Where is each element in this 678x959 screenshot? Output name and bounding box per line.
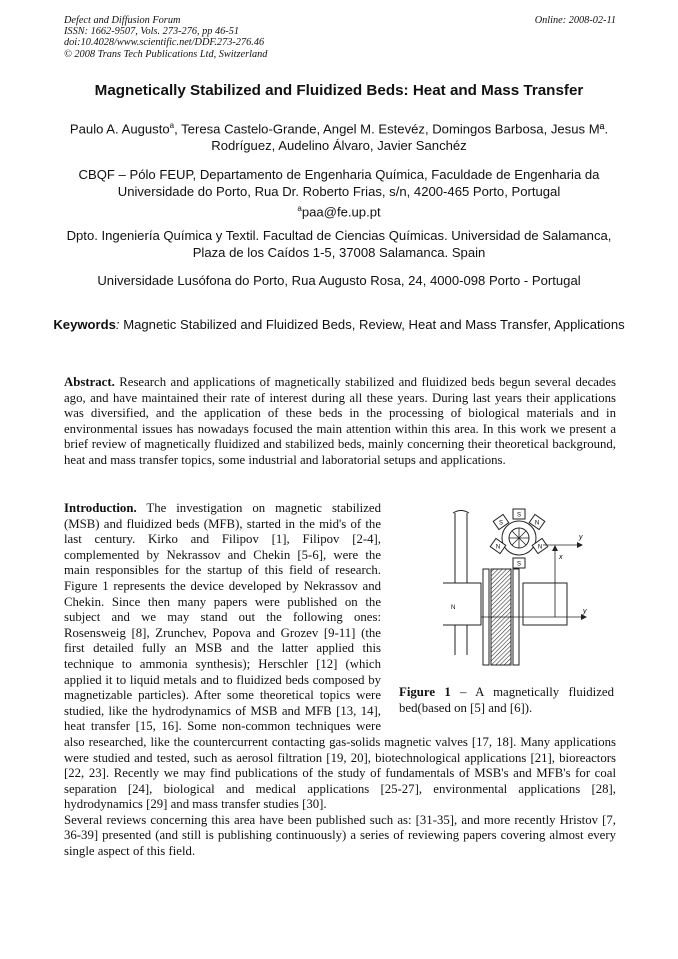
email-address: paa@fe.up.pt — [301, 204, 381, 220]
affiliation-2: Dpto. Ingeniería Química y Textil. Facultad de Ciencias Químicas. Universidad de Salamanca, Plaza de los Caídos 1-5, 37008 Salamanca. Spain — [66, 228, 612, 260]
figure-caption — [399, 685, 614, 716]
pole-label-top: S — [516, 512, 522, 519]
keywords-text: Magnetic Stabilized and Fluidized Beds, Review, Heat and Mass Transfer, Applications — [119, 317, 625, 332]
axis-y-bottom-label: y — [583, 608, 587, 615]
copyright-line: © 2008 Trans Tech Publications Ltd, Switzerland — [64, 48, 268, 60]
pole-label-bottom-left: N — [495, 544, 501, 551]
figure-1 — [397, 501, 616, 727]
magnetic-bed-diagram — [443, 505, 591, 667]
author-list — [50, 117, 628, 154]
other-authors: , Teresa Castelo-Grande, Angel M. Estevéz, Domingos Barbosa, Jesus Mª. Rodríguez, Audelino Álvaro, Javier Sanchéz — [174, 121, 609, 154]
keywords — [50, 316, 628, 333]
issn-line: ISSN: 1662-9507, Vols. 273-276, pp 46-51 — [64, 26, 240, 38]
first-author: Paulo A. Augusto — [69, 121, 170, 137]
axis-x-arrow — [552, 545, 558, 551]
journal-name: Defect and Diffusion Forum — [64, 15, 181, 26]
axis-y-top-label: y — [579, 534, 583, 541]
introduction — [64, 501, 616, 860]
author-email — [50, 200, 628, 220]
figure-label: Figure 1 — [399, 685, 451, 699]
pole-label-top-right: N — [534, 520, 540, 527]
author-superscript: a — [169, 121, 175, 130]
axis-x-label: x — [559, 554, 563, 561]
column-top-cap — [453, 511, 469, 514]
online-date: Online: 2008-02-11 — [534, 15, 616, 26]
abstract — [64, 375, 616, 469]
page-header — [64, 15, 616, 60]
figure-caption-text: – A magnetically fluidized bed(based on [5] and [6]). — [399, 685, 614, 715]
affiliation-1-text: CBQF – Pólo FEUP, Departamento de Engenharia Química, Faculdade de Engenharia da Universidade do Porto, Rua Dr. Roberto Frias, s/n, 4200-465 Porto, Portugal — [78, 167, 600, 199]
pole-label-top-left: S — [498, 520, 504, 527]
email-superscript: a — [297, 204, 302, 213]
pole-label-bottom: S — [516, 561, 522, 568]
paper-title: Magnetically Stabilized and Fluidized Beds: Heat and Mass Transfer — [94, 82, 584, 99]
abstract-text: Research and applications of magnetically stabilized and fluidized beds begun several decades ago, and have maintained their rate of interest during all these years. During last years their applications was diversified, and the application of these beds in the processing of biological materials and in environmental issues has nowadays focused the main attention within this area. In this work we present a brief review of magnetically fluidized and stabilized beds, mainly concerning their theoretical background, heat and mass transfer topics, some industrial and laboratorial setups and applications. — [64, 375, 616, 467]
affiliation-3: Universidade Lusófona do Porto, Rua Augusto Rosa, 24, 4000-098 Porto - Portugal — [97, 273, 581, 288]
affiliation-1 — [50, 166, 628, 220]
magnet-right — [523, 583, 567, 625]
magnet-label: N — [451, 605, 456, 611]
introduction-text: The investigation on magnetic stabilized (MSB) and fluidized beds (MFB), started in the mid's of the last century. Kirko and Filipov [1], Filipov [2-4], complemented by Nekrassov and Chekin [5-6], were the main responsibles for the startup of this field of research. Figure 1 represents the device developed by Nekrassov and Chekin. Since then many papers were published on the subject and we may stand out the following ones: Rosensweig [8], Zrunchev, Popova and Grozev [9-11] (the first detailed fully an MSB and the latter applied this technique to ammonia synthesis); Herschler [12] (which applied it to liquid metals and to fluidized beds composed by magnetizable particles). After some theoretical topics were studied, like the hydrodynamics of MSB and MFB [13, 14], heat transfer [15, 16]. Some non-common techniques were also researched, like the countercurrent contacting gas-solids magnetic valves [17, 18]. Many applications were studied and tested, such as aerosol filtration [19, 20], biotechnological applications [21], bioreactors [22, 23]. Recently we may find publications of the study of fundamentals of MSB's and MFB's for coal separation [24], biological and medical applications [25-27], environmental applications [28], hydrodynamics [29] and mass transfer studies [30]. — [64, 501, 616, 812]
keywords-colon: : — [115, 317, 120, 332]
doi-line: doi:10.4028/www.scientific.net/DDF.273-276.46 — [64, 37, 265, 49]
magnet-left — [443, 583, 481, 625]
keywords-label: Keywords — [53, 317, 116, 332]
pole-label-bottom-right: N — [537, 544, 543, 551]
axis-y-top-arrow — [577, 542, 583, 548]
introduction-paragraph-2: Several reviews concerning this area have been published such as: [31-35], and more recently Hristov [7, 36-39] presented (and still is publishing continuously) a series of reviewing papers covering almost every single aspect of this field. — [64, 812, 616, 859]
abstract-label: Abstract. — [64, 375, 115, 389]
introduction-label: Introduction. — [64, 501, 137, 515]
